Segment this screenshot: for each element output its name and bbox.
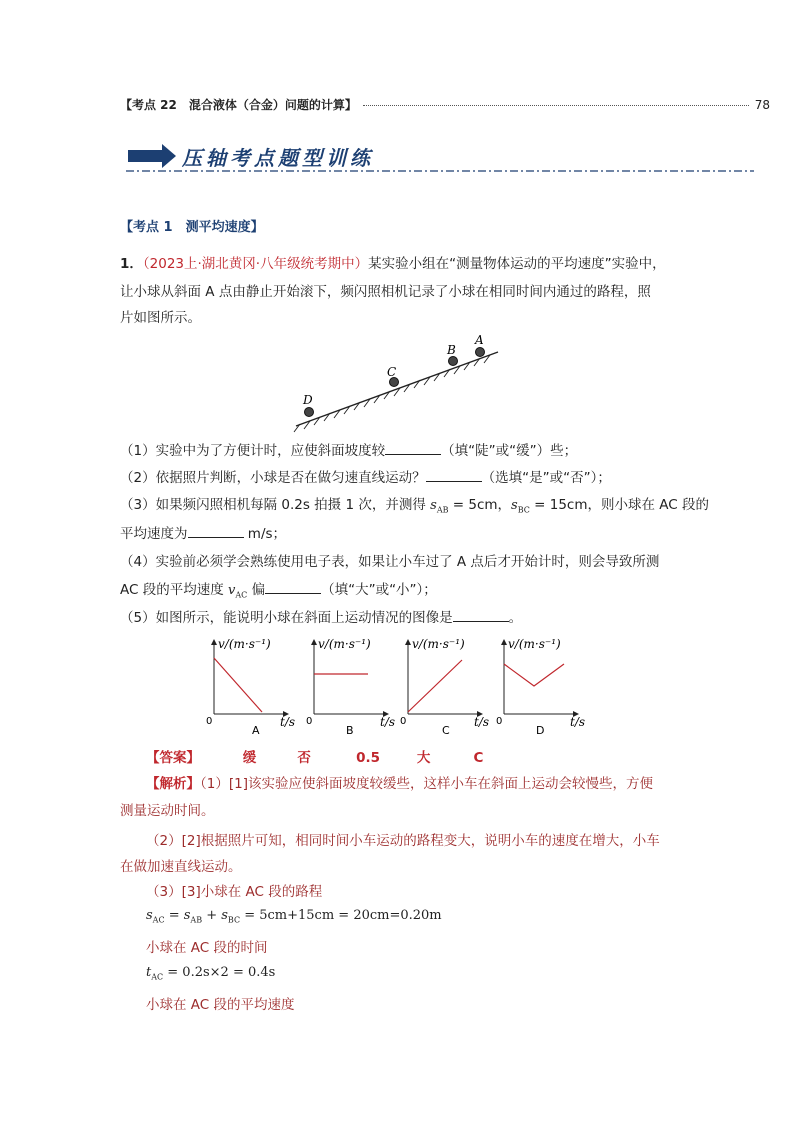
ball-b bbox=[449, 357, 458, 366]
ball-d bbox=[305, 408, 314, 417]
answer-blank-1[interactable] bbox=[385, 440, 441, 455]
label-b: B bbox=[447, 343, 456, 357]
vt-graphs bbox=[196, 634, 596, 738]
answer-blank-2[interactable] bbox=[426, 467, 482, 482]
banner-arrow-body bbox=[128, 150, 162, 162]
svg-text:t/s: t/s bbox=[570, 715, 586, 729]
graph-a[interactable] bbox=[206, 637, 295, 737]
svg-text:v/(m·s⁻¹): v/(m·s⁻¹) bbox=[508, 637, 561, 651]
subquestion-1: （1）实验中为了方便计时，应使斜面坡度较 （填“陡”或“缓”）些； bbox=[120, 440, 720, 461]
answer-blank-4[interactable] bbox=[265, 579, 321, 594]
section-heading: 【考点 1 测平均速度】 bbox=[120, 220, 264, 235]
svg-text:0: 0 bbox=[400, 716, 407, 727]
answer-3: 0.5 bbox=[356, 750, 381, 766]
toc-page-number: 78 bbox=[754, 98, 770, 112]
incline-figure bbox=[290, 332, 510, 436]
subquestion-4-cont: AC 段的平均速度 $v_{AC}$ 偏 （填“大”或“小”）； bbox=[120, 579, 680, 606]
graph-c[interactable] bbox=[400, 637, 489, 737]
label-d: D bbox=[303, 393, 313, 407]
label-a: A bbox=[475, 333, 484, 347]
banner-title: 压轴考点题型训练 bbox=[182, 146, 374, 170]
incline-surface bbox=[296, 352, 498, 426]
solution-p2-line2: 在做加速直线运动。 bbox=[120, 859, 242, 875]
banner-arrow-icon bbox=[162, 144, 176, 168]
graph-d-label: D bbox=[536, 724, 545, 737]
solution-p3-title: （3）[3]小球在 AC 段的路程 bbox=[146, 884, 323, 900]
solution-time-title: 小球在 AC 段的时间 bbox=[146, 940, 268, 956]
solution-p2-line1: （2）[2]根据照片可知，相同时间小车运动的路程变大，说明小车的速度在增大，小车 bbox=[146, 833, 660, 849]
graph-c-label: C bbox=[442, 724, 450, 737]
svg-text:0: 0 bbox=[306, 716, 313, 727]
subquestion-5: （5）如图所示，能说明小球在斜面上运动情况的图像是 。 bbox=[120, 607, 680, 628]
svg-text:t/s: t/s bbox=[380, 715, 396, 729]
solution-p1-line2: 测量运动时间。 bbox=[120, 803, 215, 819]
graph-b-label: B bbox=[346, 724, 354, 737]
subquestion-2: （2）依据照片判断，小球是否在做匀速直线运动？ （选填“是”或“否”）； bbox=[120, 467, 720, 488]
subquestion-4: （4）实验前必须学会熟练使用电子表，如果让小车过了 A 点后才开始计时，则会导致所测 bbox=[120, 554, 660, 570]
graph-c-line bbox=[408, 660, 462, 712]
answer-blank-5[interactable] bbox=[453, 607, 509, 622]
svg-text:0: 0 bbox=[496, 716, 503, 727]
equation-time: $t_{AC} = 0.2s\times 2 = 0.4s$ bbox=[146, 965, 276, 982]
question-source: （2023上·湖北黄冈·八年级统考期中） bbox=[142, 256, 369, 272]
answer-label: 【答案】 bbox=[146, 750, 200, 766]
answer-blank-3[interactable] bbox=[188, 523, 244, 538]
svg-text:0: 0 bbox=[206, 716, 213, 727]
equation-distance: $s_{AC} = s_{AB} + s_{BC} = 5cm+15cm = 20cm=0.20m$ bbox=[146, 908, 442, 925]
solution-speed-title: 小球在 AC 段的平均速度 bbox=[146, 997, 295, 1013]
question-stem-line1: 1．（2023上·湖北黄冈·八年级统考期中）某实验小组在“测量物体运动的平均速度”实验中， bbox=[120, 256, 666, 272]
svg-text:v/(m·s⁻¹): v/(m·s⁻¹) bbox=[318, 637, 371, 651]
question-stem-line3: 片如图所示。 bbox=[120, 310, 201, 326]
solution-p1-line1: 【解析】（1）[1]该实验应使斜面坡度较缓些，这样小车在斜面上运动会较慢些，方便 bbox=[146, 776, 653, 792]
answer-1: 缓 bbox=[242, 750, 257, 766]
subquestion-3-cont: 平均速度为 m/s； bbox=[120, 523, 680, 544]
svg-text:t/s: t/s bbox=[280, 715, 296, 729]
answer-4: 大 bbox=[416, 750, 431, 766]
svg-text:v/(m·s⁻¹): v/(m·s⁻¹) bbox=[218, 637, 271, 651]
label-c: C bbox=[387, 365, 397, 379]
graph-a-label: A bbox=[252, 724, 260, 737]
answer-2: 否 bbox=[297, 750, 311, 766]
graph-d[interactable] bbox=[496, 637, 585, 737]
graph-d-line bbox=[504, 664, 564, 686]
graph-b[interactable] bbox=[306, 637, 395, 737]
answer-row bbox=[146, 746, 504, 766]
toc-title: 【考点 22 混合液体（合金）问题的计算】 bbox=[120, 98, 357, 112]
ball-a bbox=[476, 348, 485, 357]
graph-a-line bbox=[214, 658, 262, 712]
toc-leader-dots bbox=[363, 105, 749, 106]
toc-entry[interactable] bbox=[120, 96, 770, 113]
answer-5: C bbox=[473, 750, 484, 766]
svg-text:v/(m·s⁻¹): v/(m·s⁻¹) bbox=[412, 637, 465, 651]
question-stem-line2: 让小球从斜面 A 点由静止开始滚下，频闪照相机记录了小球在相同时间内通过的路程，照 bbox=[120, 284, 651, 300]
subquestion-3: （3）如果频闪照相机每隔 0.2s 拍摄 1 次，并测得 $s_{AB} = 5cm$，$s_{BC} = 15cm$，则小球在 AC 段的 bbox=[120, 497, 710, 515]
svg-text:t/s: t/s bbox=[474, 715, 490, 729]
question-number: 1． bbox=[120, 256, 143, 272]
solution-label: 【解析】 bbox=[146, 776, 200, 792]
